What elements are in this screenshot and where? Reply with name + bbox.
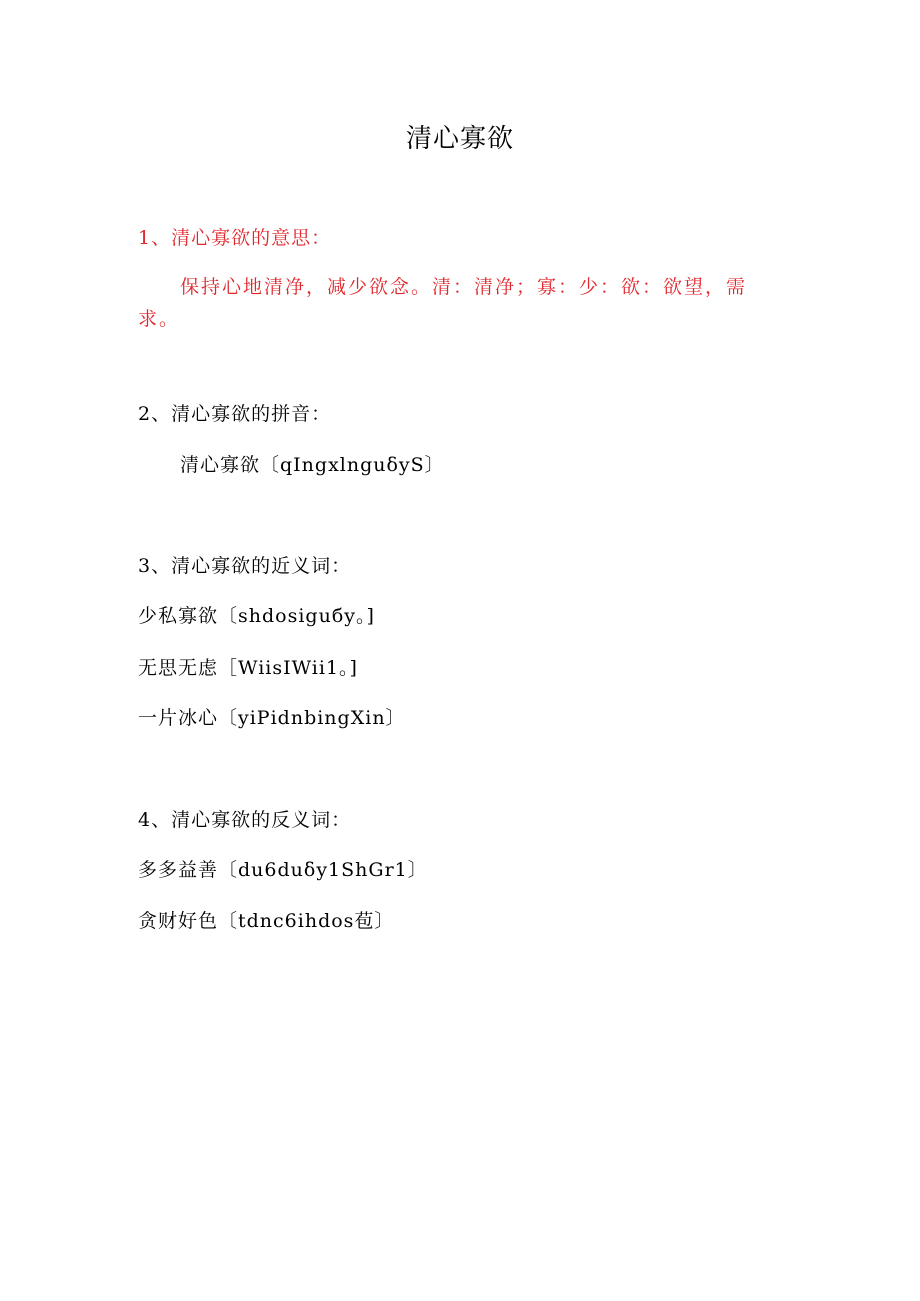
synonym-item: 少私寡欲〔shdosiguбy。]: [138, 605, 375, 627]
section-1-paragraph: 保持心地清净，减少欲念。清：清净；寡：少：欲：欲望，需求。: [138, 276, 748, 330]
section-3-heading: 3、清心寡欲的近义词：: [138, 555, 352, 577]
antonym-item: 多多益善〔du6duδy1ShGr1〕: [138, 859, 428, 881]
antonym-item: 贪财好色〔tdnc6ihdos苞〕: [138, 910, 395, 932]
synonym-item: 一片冰心〔yiPidnbingXin〕: [138, 707, 406, 729]
section-2-heading: 2、清心寡欲的拼音：: [138, 403, 332, 425]
section-4-heading: 4、清心寡欲的反义词：: [138, 809, 352, 831]
pinyin-item: 清心寡欲〔qIngxlnguδyS〕: [180, 454, 445, 476]
page-title: 清心寡欲: [405, 124, 514, 154]
synonym-item: 无思无虑［WiisIWii1。]: [138, 657, 358, 679]
section-1-heading: 1、清心寡欲的意思：: [138, 227, 332, 249]
